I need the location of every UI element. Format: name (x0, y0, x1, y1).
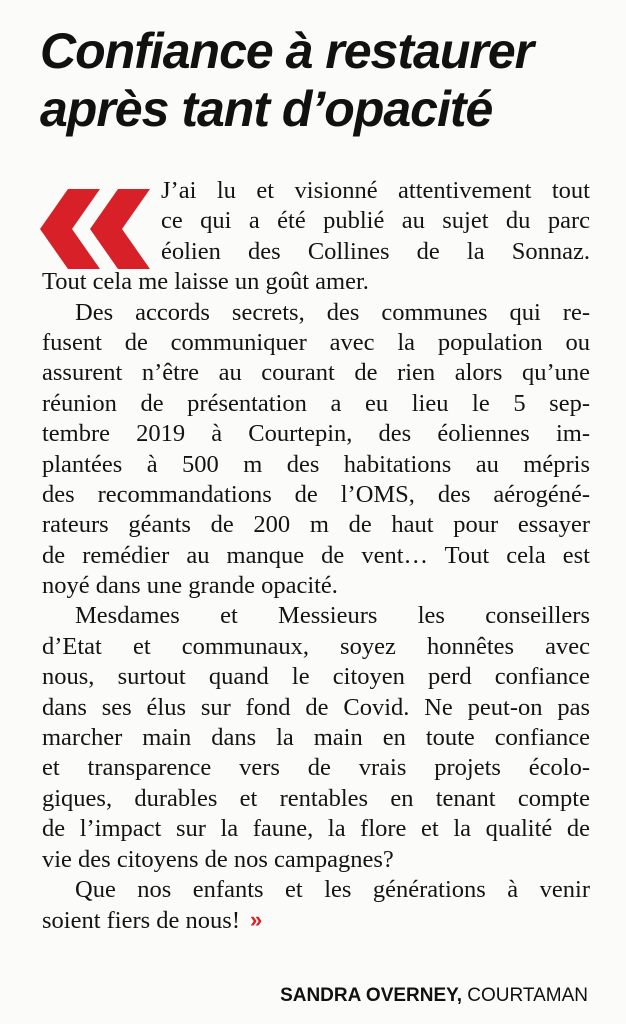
body-line-final-text: soient fiers de nous! (42, 907, 240, 935)
article-title-line: Confiance à restaurer (40, 23, 534, 79)
body-line: Tout cela me laisse un goût amer. (42, 268, 369, 296)
article-title-line: après tant d’opacité (40, 81, 493, 137)
letter-body (42, 176, 590, 936)
body-line: de l’impact sur la faune, la flore et la qualité de (42, 815, 590, 843)
body-line: des recommandations de l’OMS, des aérogéné- (42, 480, 590, 508)
body-line: Des accords secrets, des communes qui re- (75, 298, 590, 326)
body-line: noyé dans une grande opacité. (42, 572, 338, 600)
body-line-final (42, 905, 590, 935)
double-chevron-right-icon: » (250, 907, 259, 933)
body-line: plantées à 500 m des habitations au mépris (42, 450, 590, 478)
body-line: ce qui a été publié au sujet du parc (161, 207, 590, 235)
body-line: dans ses élus sur fond de Covid. Ne peut-on pas (42, 693, 590, 721)
body-line: vie des citoyens de nos campagnes? (42, 845, 394, 873)
body-line: Que nos enfants et les générations à venir (75, 875, 590, 903)
body-line: de remédier au manque de vent… Tout cela est (42, 541, 590, 569)
body-line: Mesdames et Messieurs les conseillers (75, 602, 590, 630)
author-location: COURTAMAN (467, 985, 588, 1006)
body-line: nous, surtout quand le citoyen perd confiance (42, 663, 590, 691)
body-line: assurent n’être au courant de rien alors qu’une (42, 359, 590, 387)
body-line: d’Etat et communaux, soyez honnêtes avec (42, 632, 590, 660)
body-line: éolien des Collines de la Sonnaz. (161, 237, 590, 265)
author-name: SANDRA OVERNEY, (280, 985, 463, 1006)
body-line: marcher main dans la main en toute confiance (42, 724, 590, 752)
article-title (40, 22, 600, 138)
body-line: fusent de communiquer avec la population ou (42, 328, 590, 356)
body-line: tembre 2019 à Courtepin, des éoliennes im- (42, 420, 590, 448)
body-line: giques, durables et rentables en tenant compte (42, 784, 590, 812)
body-line: J’ai lu et visionné attentivement tout (161, 177, 590, 204)
body-line: et transparence vers de vrais projets écolo- (42, 754, 590, 782)
author-signature (280, 984, 588, 1008)
body-line: rateurs géants de 200 m de haut pour essayer (42, 511, 590, 539)
body-line: réunion de présentation a eu lieu le 5 sep- (42, 389, 590, 417)
